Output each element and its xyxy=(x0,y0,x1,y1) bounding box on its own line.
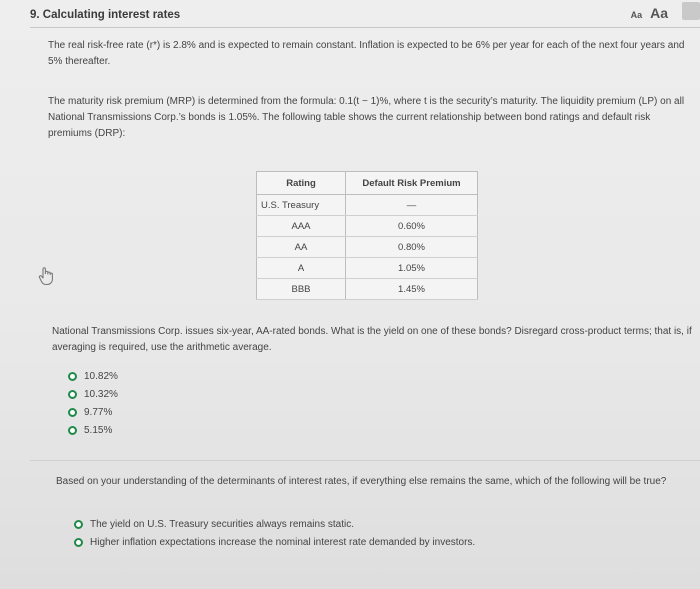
header-divider xyxy=(30,27,700,28)
question-title: 9. Calculating interest rates xyxy=(30,9,181,21)
table-row xyxy=(257,216,478,237)
table-cell-premium: — xyxy=(346,195,478,216)
hand-pointer-icon xyxy=(38,266,54,286)
radio-button[interactable] xyxy=(68,426,77,435)
answer-option-label: The yield on U.S. Treasury securities always remains static. xyxy=(90,518,354,530)
table-cell-premium: 1.05% xyxy=(346,258,478,279)
table-cell-rating: AAA xyxy=(257,216,346,237)
answer-option[interactable] xyxy=(74,515,475,533)
question-2-text: Based on your understanding of the determinants of interest rates, if everything else remains the same, which of the following will be true? xyxy=(56,476,667,487)
radio-button[interactable] xyxy=(68,390,77,399)
answer-option-label: 10.82% xyxy=(84,370,118,382)
answer-option[interactable] xyxy=(68,385,118,403)
default-risk-premium-table xyxy=(256,171,478,300)
answer-option-label: 9.77% xyxy=(84,406,113,418)
table-cell-rating: AA xyxy=(257,237,346,258)
premium-paragraph: The maturity risk premium (MRP) is determined from the formula: 0.1(t − 1)%, where t is the security’s maturity. The liquidity premium (LP) on all National Transmissions Corp.’s bonds is 1.05%. The following table shows the current relationship between bond ratings and default risk premiums (DRP): xyxy=(48,96,685,139)
section-divider xyxy=(30,460,700,461)
table-row xyxy=(257,258,478,279)
answer-option-label: 10.32% xyxy=(84,388,118,400)
question-1-text: National Transmissions Corp. issues six-year, AA-rated bonds. What is the yield on one of these bonds? Disregard cross-product terms; that is, if averaging is required, use the arithmetic average. xyxy=(52,326,692,353)
radio-button[interactable] xyxy=(74,520,83,529)
table-row xyxy=(257,237,478,258)
radio-button[interactable] xyxy=(68,372,77,381)
answer-option-label: 5.15% xyxy=(84,424,113,436)
table-cell-rating: A xyxy=(257,258,346,279)
question-2-options xyxy=(74,515,475,551)
table-cell-rating: BBB xyxy=(257,279,346,300)
panel-toggle-icon[interactable] xyxy=(682,2,700,20)
font-size-increase-button[interactable]: Aa xyxy=(650,5,668,21)
table-cell-premium: 1.45% xyxy=(346,279,478,300)
answer-option[interactable] xyxy=(68,403,118,421)
question-1-options xyxy=(68,367,118,439)
answer-option[interactable] xyxy=(68,367,118,385)
table-cell-rating: U.S. Treasury xyxy=(257,195,346,216)
answer-option[interactable] xyxy=(68,421,118,439)
table-header-rating: Rating xyxy=(257,172,346,195)
answer-option[interactable] xyxy=(74,533,475,551)
table-cell-premium: 0.60% xyxy=(346,216,478,237)
intro-paragraph: The real risk-free rate (r*) is 2.8% and is expected to remain constant. Inflation is expected to be 6% per year for each of the next four years and 5% thereafter. xyxy=(48,40,685,67)
table-cell-premium: 0.80% xyxy=(346,237,478,258)
radio-button[interactable] xyxy=(68,408,77,417)
radio-button[interactable] xyxy=(74,538,83,547)
font-size-decrease-button[interactable]: Aa xyxy=(630,10,643,20)
font-size-controls xyxy=(631,5,668,21)
answer-option-label: Higher inflation expectations increase the nominal interest rate demanded by investors. xyxy=(90,536,476,548)
table-row xyxy=(257,279,478,300)
table-header-premium: Default Risk Premium xyxy=(346,172,478,195)
table-row xyxy=(257,195,478,216)
